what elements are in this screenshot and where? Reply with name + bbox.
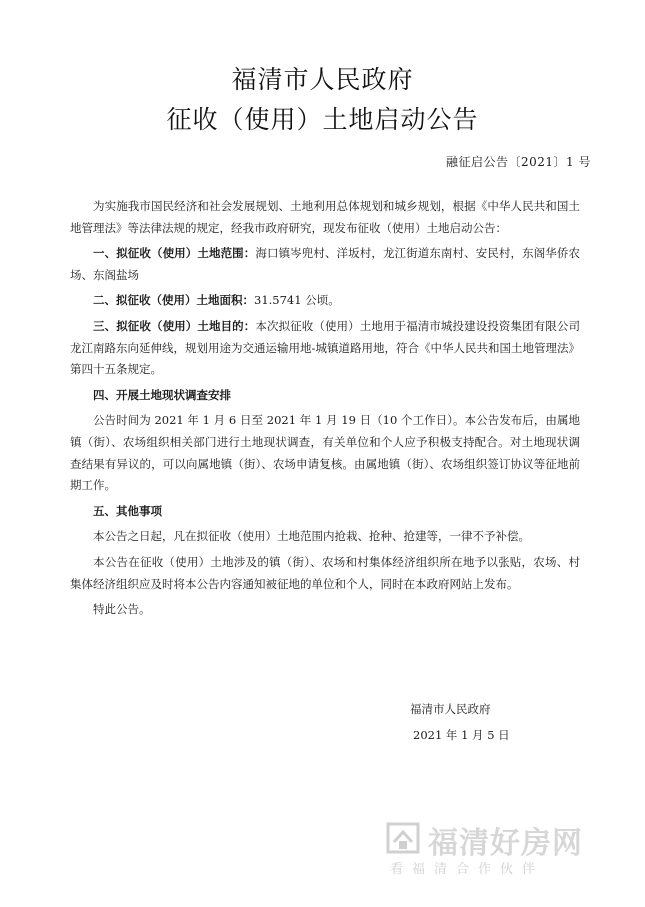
section-survey-heading: 四、开展土地现状调查安排 [93,387,231,402]
section-purpose-heading: 三、拟征收（使用）土地目的： [93,318,256,333]
intro-paragraph: 为实施我市国民经济和社会发展规划、土地利用总体规划和城乡规划，根据《中华人民共和国土地管理法》等法律法规的规定，经我市政府研究，现发布征收（使用）土地启动公告： [70,199,580,235]
signature-organization: 福清市人民政府 [410,702,491,716]
signature-date: 2021 年 1 月 5 日 [413,728,510,742]
house-frame-icon [386,820,422,854]
section-scope-text: 海口镇岑兜村、洋坂村，龙江街道东南村、安民村，东阁华侨农场、东阁盐场 [70,246,581,282]
notice-body [70,196,580,621]
watermark-tagline: 看福清合作伙伴 [390,862,545,877]
section-other-heading: 五、其他事项 [93,503,162,518]
section-area [70,290,580,312]
document-number: 融征启公告〔2021〕1 号 [446,155,591,169]
issuer-title: 福清市人民政府 [231,65,414,94]
notice-title: 征收（使用）土地启动公告 [166,105,479,134]
section-scope [70,243,580,286]
section-area-text: 31.5741 公顷。 [254,293,340,308]
section-scope-heading: 一、拟征收（使用）土地范围： [93,246,256,261]
section-survey-text: 公告时间为 2021 年 1 月 6 日至 2021 年 1 月 19 日（10 个工作日）。本公告发布后，由属地镇（街）、农场组织相关部门进行土地现状调查，有关单位和个人应予积极支持配合。对土地现状调查结果有异议的，可以向属地镇（街）、农场申请复核。由属地镇（街）、农场组织签订协议等征地前期工作。 [70,413,580,493]
section-area-heading: 二、拟征收（使用）土地面积： [93,293,254,308]
section-purpose-text: 本次拟征收（使用）土地用于福清市城投建设投资集团有限公司龙江南路东向延伸线，规划用途为交通运输用地-城镇道路用地，符合《中华人民共和国土地管理法》第四十五条规定。 [70,318,581,377]
section-other-para-1: 本公告之日起，凡在拟征收（使用）土地范围内抢栽、抢种、抢建等，一律不予补偿。 [93,529,530,544]
watermark [386,818,616,878]
section-other-para-2: 本公告在征收（使用）土地涉及的镇（街）、农场和村集体经济组织所在地予以张贴，农场、村集体经济组织应及时将本公告内容通知被征地的单位和个人，同时在本政府网站上发布。 [70,554,580,591]
section-purpose [70,316,580,381]
closing-text: 特此公告。 [93,602,151,617]
watermark-brand: 福清好房网 [428,826,583,861]
